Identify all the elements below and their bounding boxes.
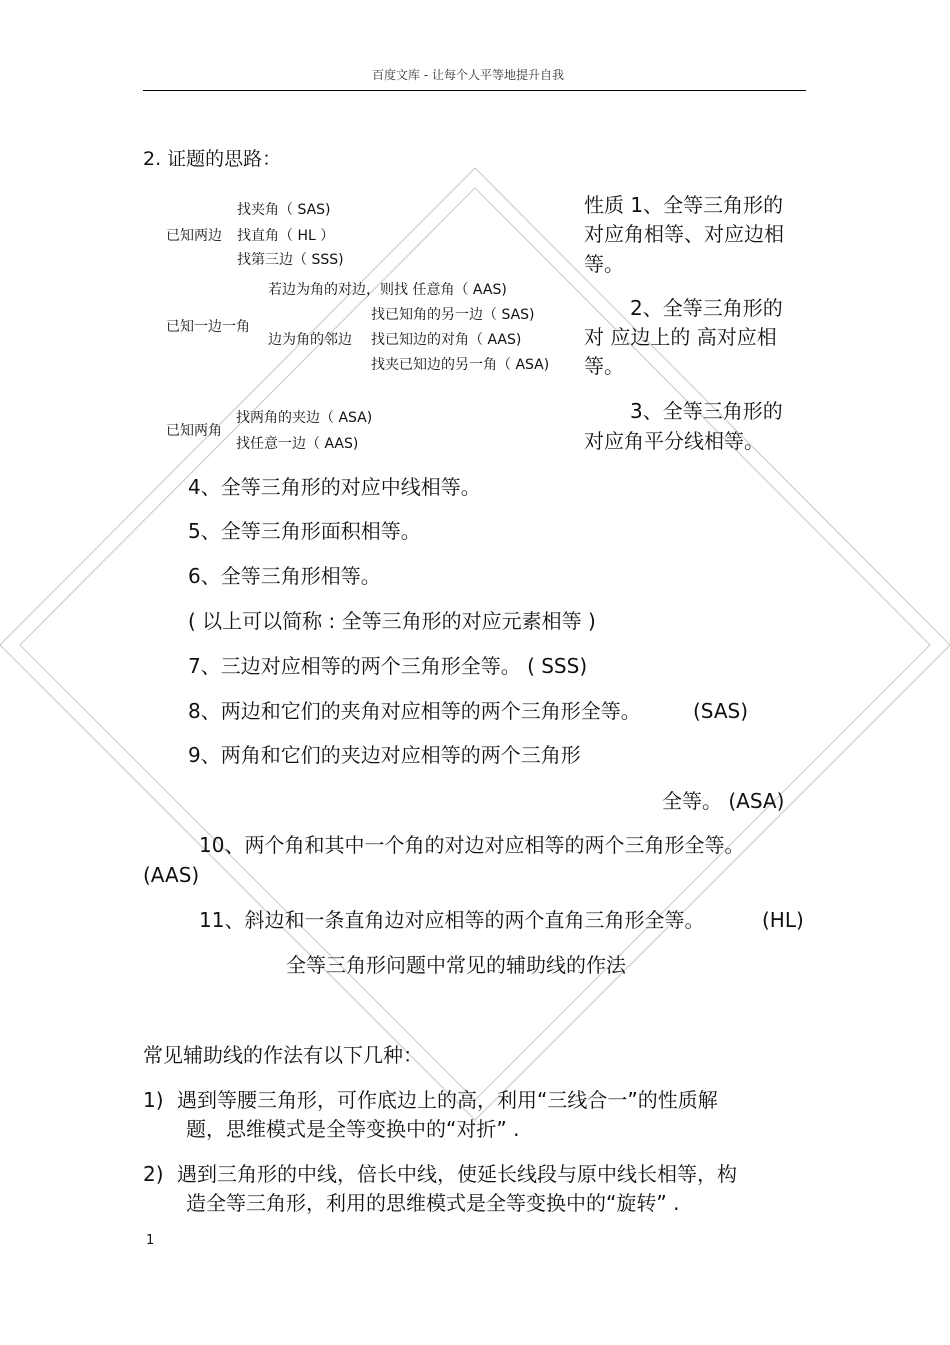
diagram-item: 找直角（ HL ） bbox=[237, 228, 335, 244]
diagram-item: 找第三边（ SSS) bbox=[237, 252, 344, 268]
property-line: 性质 1、全等三角形的 bbox=[584, 193, 784, 217]
body-line: 10、两个角和其中一个角的对边对应相等的两个三角形全等。 bbox=[199, 833, 745, 857]
diagram-item: 找夹角（ SAS) bbox=[237, 202, 331, 218]
adjacent-side-label: 边为角的邻边 bbox=[268, 332, 352, 348]
list-item-line: 题，思维模式是全等变换中的“对折” . bbox=[186, 1117, 520, 1141]
diagram-item: 找两角的夹边（ ASA) bbox=[236, 410, 373, 426]
body-line: 9、两角和它们的夹边对应相等的两个三角形 bbox=[188, 743, 581, 767]
known-side-angle-label: 已知一边一角 bbox=[166, 319, 250, 335]
section-title: 2. 证题的思路： bbox=[143, 148, 282, 170]
body-line: 6、全等三角形相等。 bbox=[188, 564, 381, 588]
page-header: 百度文库 - 让每个人平等地提升自我 bbox=[372, 68, 564, 82]
property-line: 等。 bbox=[584, 252, 624, 276]
page-number: 1 bbox=[146, 1233, 155, 1248]
body-line: (AAS) bbox=[143, 863, 200, 887]
diagram-item: 找任意一边（ AAS) bbox=[236, 436, 359, 452]
diagram-item: 找已知角的另一边（ SAS) bbox=[371, 307, 535, 323]
body-line: 8、两边和它们的夹角对应相等的两个三角形全等。 bbox=[188, 699, 641, 723]
diagram-item: 若边为角的对边，则找 任意角（ AAS) bbox=[268, 282, 507, 298]
header-rule bbox=[143, 90, 806, 91]
property-line: 等。 bbox=[584, 354, 624, 378]
body-line: 5、全等三角形面积相等。 bbox=[188, 519, 421, 543]
property-line: 3、全等三角形的 bbox=[630, 399, 783, 423]
body-tag: (SAS) bbox=[693, 699, 749, 723]
body-line: ( 以上可以简称 : 全等三角形的对应元素相等 ) bbox=[188, 609, 596, 633]
property-line: 对 应边上的 高对应相 bbox=[584, 325, 777, 349]
body-line: 全等。 (ASA) bbox=[662, 789, 785, 813]
body-line: 常见辅助线的作法有以下几种： bbox=[143, 1043, 423, 1067]
property-line: 对应角平分线相等。 bbox=[584, 429, 764, 453]
list-item-line: 造全等三角形，利用的思维模式是全等变换中的“旋转” . bbox=[186, 1191, 680, 1215]
known-two-sides-label: 已知两边 bbox=[166, 228, 222, 244]
body-line: 4、全等三角形的对应中线相等。 bbox=[188, 475, 481, 499]
list-item-line: 遇到三角形的中线，倍长中线，使延长线段与原中线长相等，构 bbox=[177, 1162, 737, 1186]
section-heading: 全等三角形问题中常见的辅助线的作法 bbox=[286, 953, 626, 977]
body-tag: (HL) bbox=[762, 908, 804, 932]
list-number: 1) bbox=[143, 1088, 164, 1112]
list-number: 2) bbox=[143, 1162, 164, 1186]
diagram-item: 找夹已知边的另一角（ ASA) bbox=[371, 357, 550, 373]
property-line: 2、全等三角形的 bbox=[630, 296, 783, 320]
diagram-item: 找已知边的对角（ AAS) bbox=[371, 332, 522, 348]
body-line: 11、斜边和一条直角边对应相等的两个直角三角形全等。 bbox=[199, 908, 705, 932]
body-line: 7、三边对应相等的两个三角形全等。 ( SSS) bbox=[188, 654, 588, 678]
property-line: 对应角相等、对应边相 bbox=[584, 222, 784, 246]
known-two-angles-label: 已知两角 bbox=[166, 423, 222, 439]
list-item-line: 遇到等腰三角形，可作底边上的高，利用“三线合一”的性质解 bbox=[177, 1088, 718, 1112]
